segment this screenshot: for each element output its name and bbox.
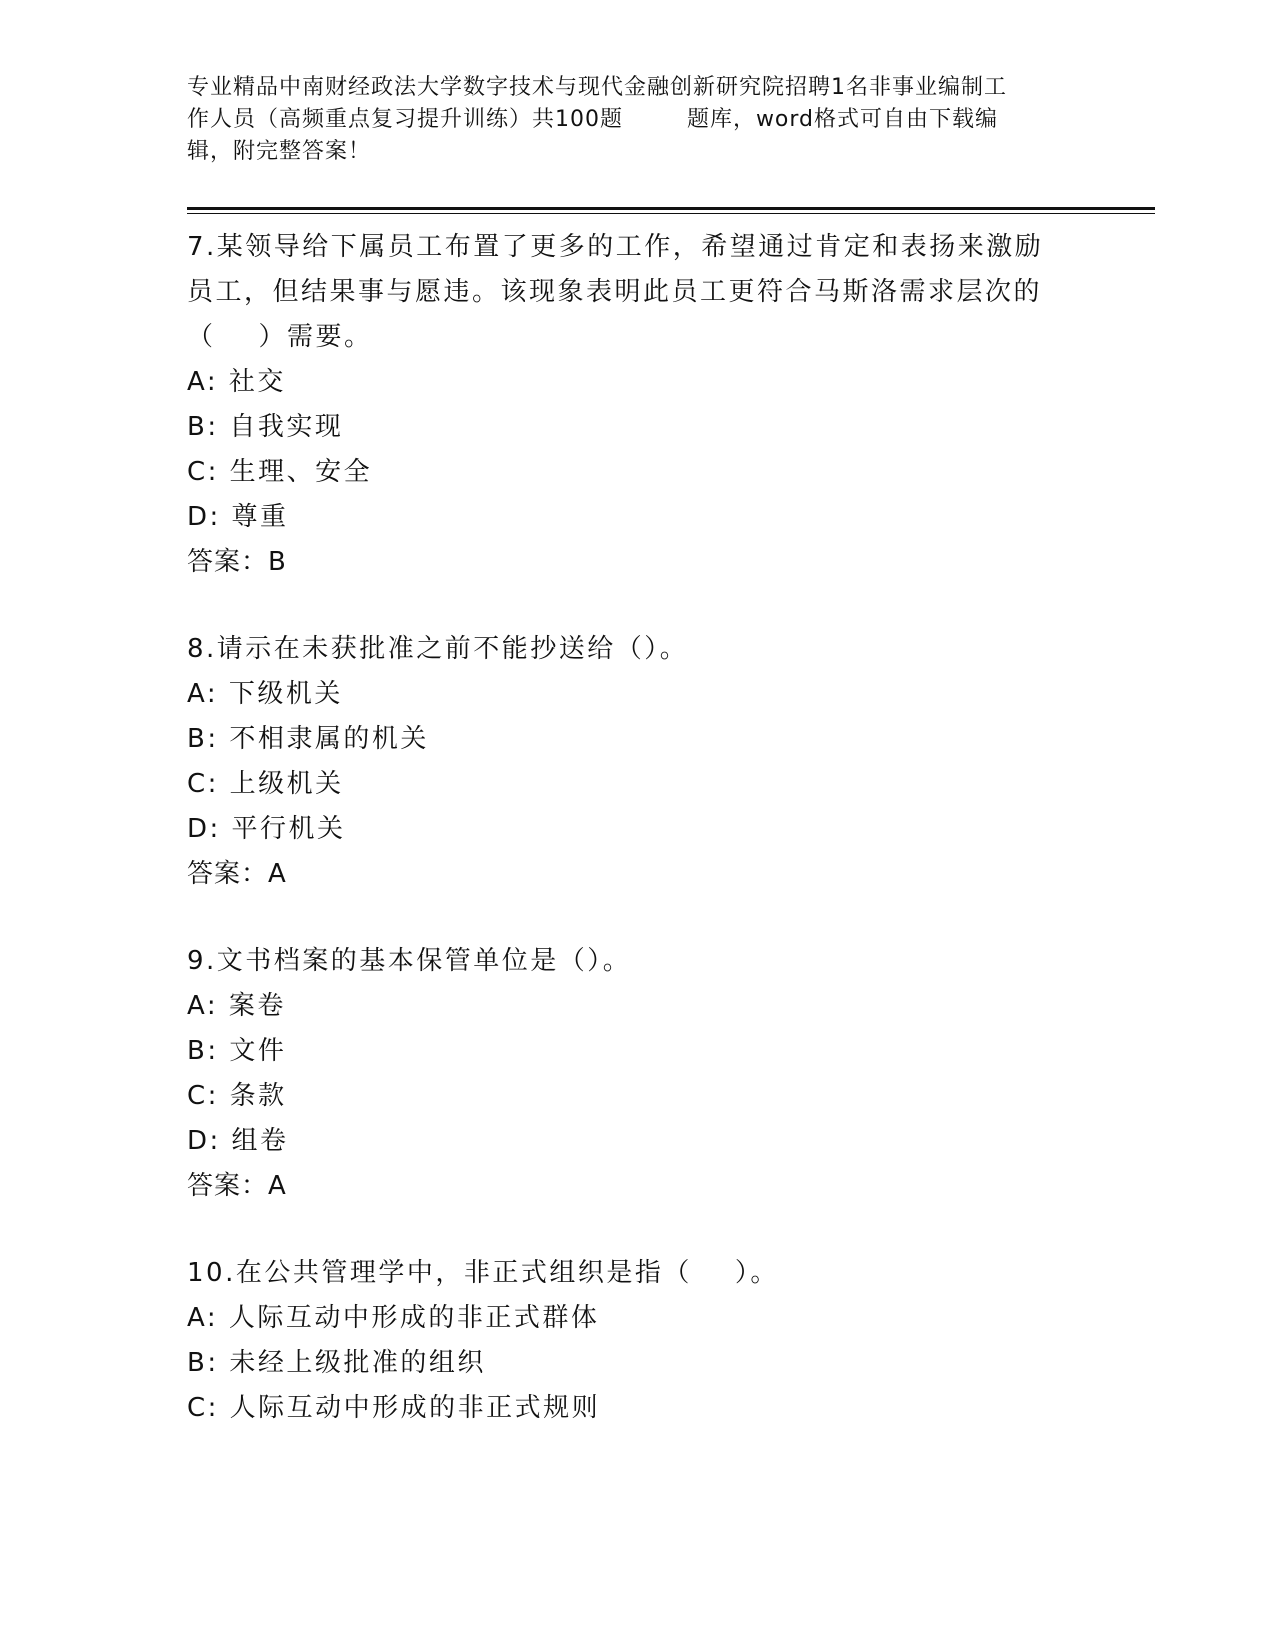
question-stem-line: （ ）需要。 — [187, 322, 373, 352]
header-line-2: 作人员（高频重点复习提升训练）共100题 题库，word格式可自由下载编 — [187, 107, 999, 132]
header-line-3: 辑，附完整答案！ — [187, 139, 372, 164]
question-stem — [187, 225, 1067, 360]
question-list — [187, 225, 1067, 1473]
question-stem-line: 员工，但结果事与愿违。该现象表明此员工更符合马斯洛需求层次的 — [187, 277, 1043, 307]
answer-line: 答案：B — [187, 547, 287, 577]
answer-line: 答案：A — [187, 1171, 287, 1201]
option-b: B: 自我实现 — [187, 412, 344, 442]
question-8 — [187, 627, 1067, 897]
option-b: B: 不相隶属的机关 — [187, 724, 429, 754]
header-divider-thin — [187, 213, 1155, 214]
option-b: B: 文件 — [187, 1036, 287, 1066]
option-c: C: 生理、安全 — [187, 457, 373, 487]
option-d: D: 尊重 — [187, 502, 289, 532]
question-stem-line: 8.请示在未获批准之前不能抄送给（）。 — [187, 634, 689, 664]
question-stem — [187, 1251, 1067, 1296]
document-header — [187, 72, 1087, 168]
question-stem — [187, 939, 1067, 984]
option-a: A: 下级机关 — [187, 679, 343, 709]
answer-line: 答案：A — [187, 859, 287, 889]
question-stem — [187, 627, 1067, 672]
option-c: C: 条款 — [187, 1081, 287, 1111]
question-10 — [187, 1251, 1067, 1431]
question-stem-line: 10.在公共管理学中，非正式组织是指（ ）。 — [187, 1258, 779, 1288]
header-divider-thick — [187, 207, 1155, 210]
option-d: D: 平行机关 — [187, 814, 346, 844]
option-c: C: 上级机关 — [187, 769, 344, 799]
question-stem-line: 7.某领导给下属员工布置了更多的工作，希望通过肯定和表扬来激励 — [187, 232, 1044, 262]
header-line-1: 专业精品中南财经政法大学数字技术与现代金融创新研究院招聘1名非事业编制工 — [187, 75, 1007, 100]
question-stem-line: 9.文书档案的基本保管单位是（）。 — [187, 946, 632, 976]
question-9 — [187, 939, 1067, 1209]
question-7 — [187, 225, 1067, 585]
option-a: A: 人际互动中形成的非正式群体 — [187, 1303, 600, 1333]
option-a: A: 案卷 — [187, 991, 286, 1021]
option-b: B: 未经上级批准的组织 — [187, 1348, 486, 1378]
option-a: A: 社交 — [187, 367, 286, 397]
option-d: D: 组卷 — [187, 1126, 289, 1156]
option-c: C: 人际互动中形成的非正式规则 — [187, 1393, 601, 1423]
